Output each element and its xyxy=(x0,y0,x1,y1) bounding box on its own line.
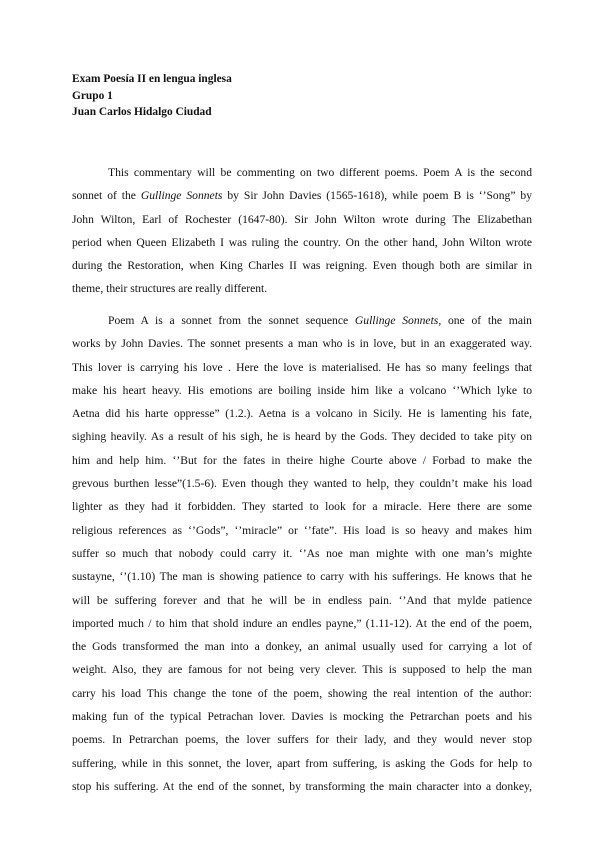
text-run: Aetna did his harte oppresse” (1.2.). Aetna is a volcano in Sicily. He is lamenting his fate, xyxy=(72,407,532,421)
course-title: Exam Poesía II en lengua inglesa xyxy=(72,73,232,85)
text-run: This commentary will be commenting on two different poems. Poem A is the second xyxy=(108,166,532,179)
text-run: works by John Davies. The sonnet presents a man who is in love, but in an exaggerated way. xyxy=(72,337,532,351)
text-run: suffer so much that nobody could carry it. ‘’As noe man mighte with one man’s mighte xyxy=(72,546,532,560)
text-line xyxy=(72,379,532,402)
text-run: sonnet of the xyxy=(72,189,141,203)
text-line xyxy=(72,332,532,355)
text-line xyxy=(72,161,532,184)
text-run: sighing heavily. As a result of his sigh, he is heard by the Gods. They decided to take pity on xyxy=(72,430,532,444)
text-line xyxy=(72,565,532,588)
text-run: poems. In Petrarchan poems, the lover suffers for their lady, and they would never stop xyxy=(72,733,532,747)
text-line xyxy=(72,254,532,277)
text-line xyxy=(72,705,532,728)
text-run: This lover is carrying his love . Here the love is materialised. He has so many feelings that xyxy=(72,360,532,374)
text-run: imported much / to him that shold indure an endles payne,” (1.11-12). At the end of the poem, xyxy=(72,616,532,630)
text-run: Poem A is a sonnet from the sonnet sequence xyxy=(108,314,355,327)
author-name: Juan Carlos Hidalgo Ciudad xyxy=(72,106,212,118)
text-line xyxy=(72,752,532,775)
text-run: religious references as ‘’Gods”, ‘’miracle” or ‘’fate”. His load is so heavy and makes him xyxy=(72,523,532,537)
text-line xyxy=(72,775,532,798)
text-run: him and help him. ‘’But for the fates in theire highe Courte above / Forbad to make the xyxy=(72,453,532,467)
text-line xyxy=(72,449,532,472)
text-run: lighter as they had it forbidden. They started to look for a miracle. Here there are some xyxy=(72,500,532,514)
text-line xyxy=(72,356,532,379)
group-label: Grupo 1 xyxy=(72,89,113,102)
text-line xyxy=(72,231,532,254)
text-line xyxy=(72,277,532,300)
paragraph-poem-a-analysis xyxy=(72,309,532,798)
italic-title: Gullinge Sonnets xyxy=(354,314,439,327)
text-line xyxy=(72,519,532,542)
text-run: suffering, while in this sonnet, the lover, apart from suffering, is asking the Gods for help to xyxy=(72,756,532,770)
text-line xyxy=(72,402,532,425)
text-run: carry his load This change the tone of the poem, showing the real intention of the author: xyxy=(72,686,532,700)
text-run: the Gods transformed the man into a donkey, an animal usually used for carrying a lot of xyxy=(72,640,532,654)
text-run: making fun of the typical Petrachan lover. Davies is mocking the Petrarchan poets and his xyxy=(72,710,532,724)
text-line xyxy=(72,635,532,658)
text-run: period when Queen Elizabeth I was ruling the country. On the other hand, John Wilton wrote xyxy=(72,235,532,249)
text-line xyxy=(72,472,532,495)
text-line xyxy=(72,425,532,448)
text-line xyxy=(72,309,532,332)
text-run: John Wilton, Earl of Rochester (1647-80). Sir John Wilton wrote during The Elizabethan xyxy=(72,212,532,226)
text-line xyxy=(72,658,532,681)
text-line xyxy=(72,728,532,751)
text-line xyxy=(72,682,532,705)
text-run: stop his suffering. At the end of the sonnet, by transforming the main character into a donkey, xyxy=(72,779,532,793)
text-run: theme, their structures are really different. xyxy=(72,282,268,296)
text-run: by Sir John Davies (1565-1618), while poem B is ‘’Song” by xyxy=(222,189,532,203)
paragraph-introduction xyxy=(72,161,532,301)
text-run: will be suffering forever and that he will be in endless pain. ‘’And that mylde patience xyxy=(72,593,532,607)
text-line xyxy=(72,542,532,565)
text-line xyxy=(72,495,532,518)
text-run: sustayne, ‘’(1.10) The man is showing patience to carry with his sufferings. He knows that he xyxy=(72,570,532,584)
text-line xyxy=(72,612,532,635)
italic-title: Gullinge Sonnets xyxy=(140,189,223,203)
text-line xyxy=(72,208,532,231)
text-run: grevous burthen lesse”(1.5-6). Even though they wanted to help, they couldn’t make his load xyxy=(72,477,532,491)
text-run: weight. Also, they are famous for not being very clever. This is supposed to help the man xyxy=(72,663,532,677)
text-line xyxy=(72,589,532,612)
text-run: , one of the main xyxy=(438,314,532,327)
text-line xyxy=(72,184,532,207)
text-run: make his heart heavy. His emotions are boiling inside him like a volcano ‘’Which lyke to xyxy=(72,383,532,397)
text-run: during the Restoration, when King Charles II was reigning. Even though both are similar in xyxy=(72,259,532,273)
document-header xyxy=(72,71,232,121)
